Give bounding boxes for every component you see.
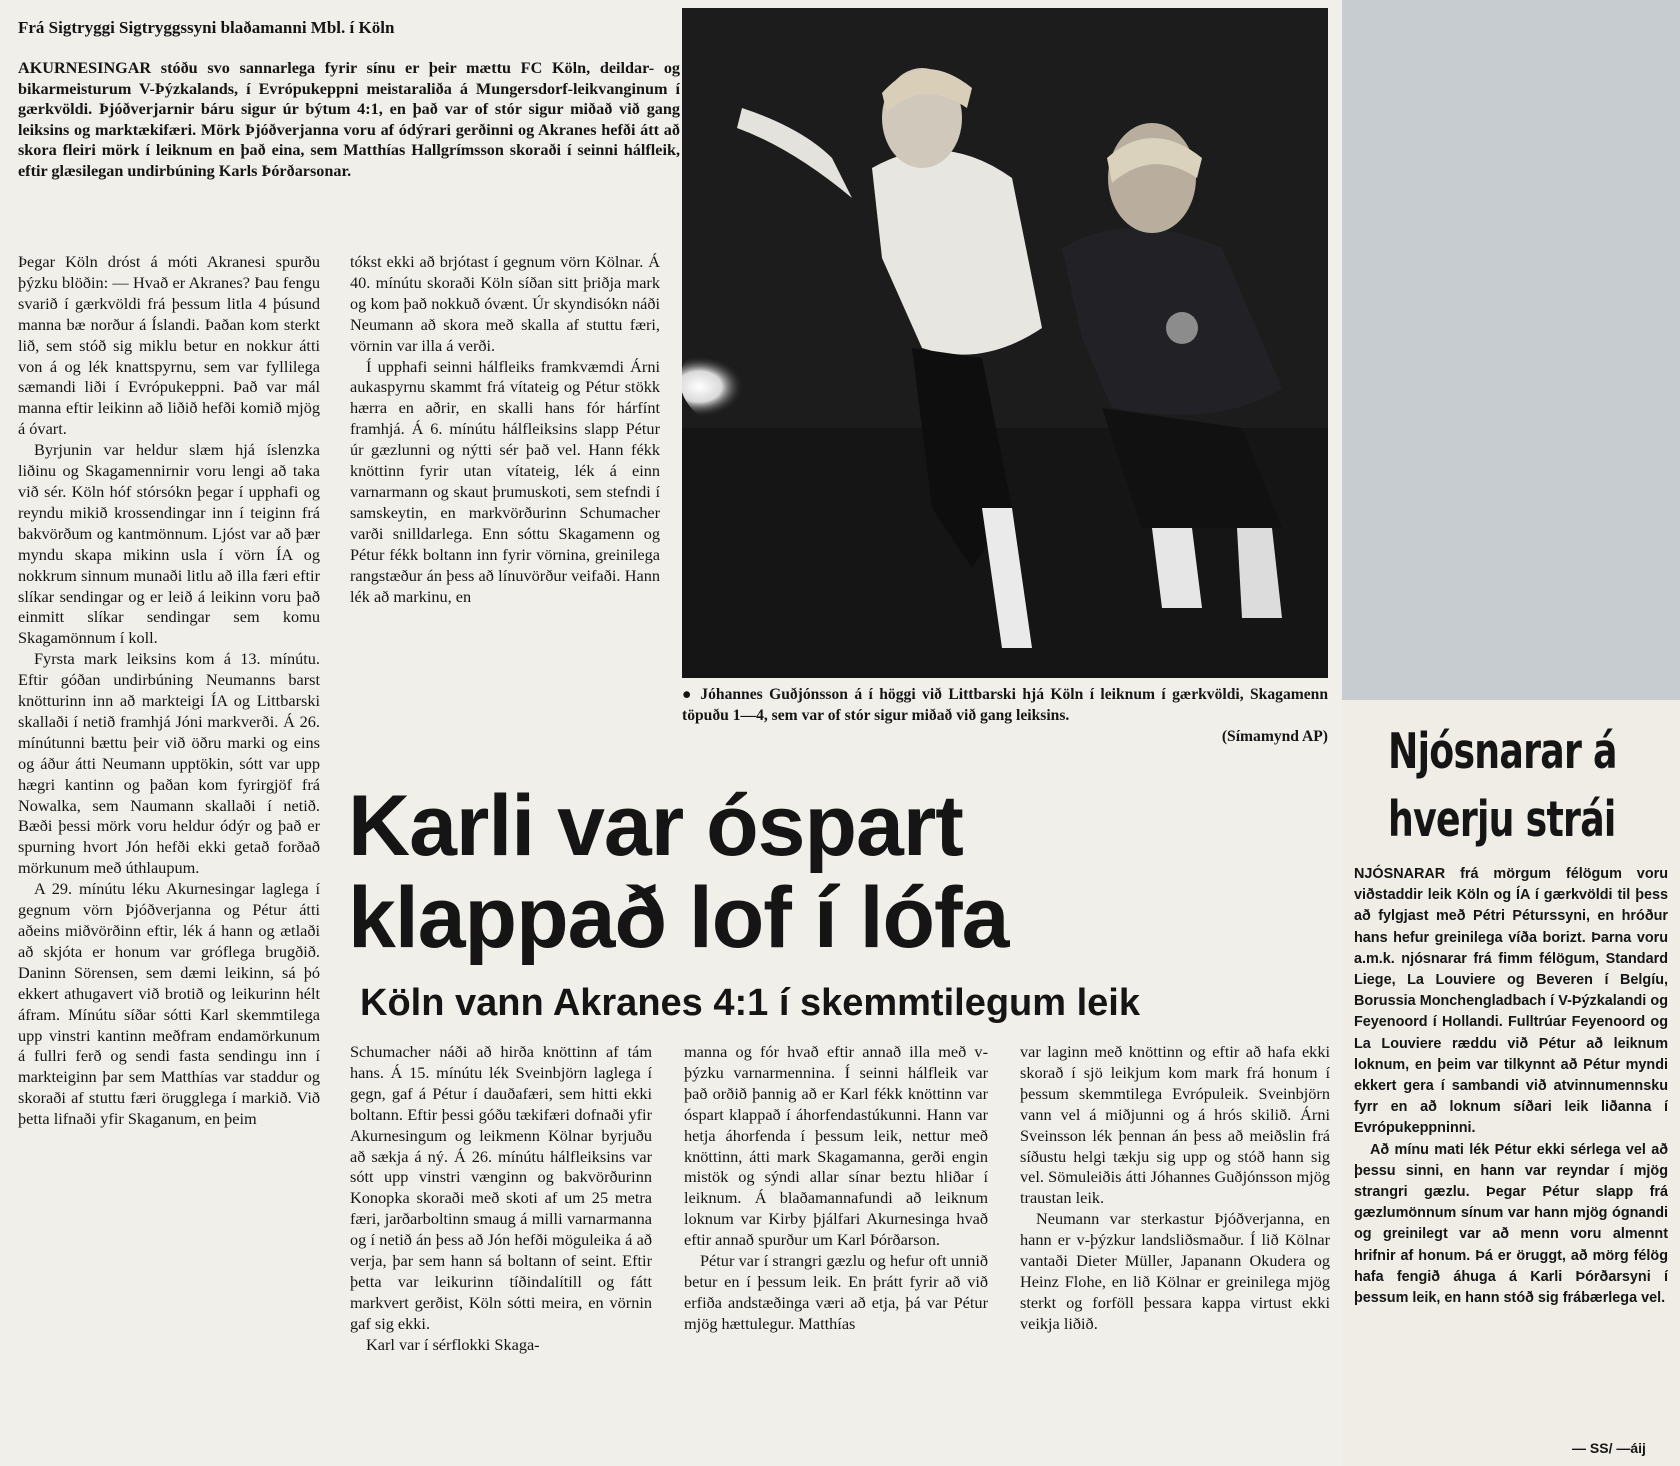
caption-text: ● Jóhannes Guðjónsson á í höggi við Littbarski hjá Köln í leiknum í gærkvöldi, Skagamenn töpuðu 1—4, sem var of stór sigur miðað við gang leiksins. [682,686,1328,724]
byline: Frá Sigtryggi Sigtryggssyni blaðamanni Mbl. í Köln [18,18,395,37]
paragraph: Að mínu mati lék Pétur ekki sérlega vel að þessu sinni, en hann var reyndar í mjög strangri gæzlu. Þegar Pétur slapp frá gæzlumönnum sínum var hann mjög ógnandi og greinilegt var að menn voru almennt hrifnir af honum. Þá er öruggt, að mörg félög hafa fengið áhuga á Karli Þórðarsyni í þessum leik, en hann stóð sig frábærlega vel. [1354,1141,1668,1307]
paragraph: manna og fór hvað eftir annað illa með v-þýzku varnarmennina. Í seinni hálfleik var það orðið þannig að er Karl fékk knöttinn var óspart klappað í áhorfendastúkunni. Hann var hetja áhorfenda í þessum leik, nettur með knöttinn, átti mark Skagamanna, gerði engin mistök og sýndi allar sínar beztu hliðar í leiknum. Á blaðamannafundi að leiknum loknum var Kirby þjálfari Akurnesinga hvað eftir annað spurður um Karl Þórðarson. [684,1042,988,1250]
main-headline [348,780,1338,964]
article-column-4 [684,1042,988,1458]
headline-line-1: Karli var óspart [348,778,963,874]
side-headline-line-1: Njósnarar á [1388,723,1617,780]
ball-blur [682,325,840,435]
article-column-3 [350,1042,652,1458]
photo-credit: (Símamynd AP) [1221,728,1328,745]
paragraph: Neumann var sterkastur Þjóðverjanna, en hann er v-þýzkur landsliðsmaður. Í lið Kölnar vantaði Dieter Müller, Japanann Okudera og Heinz Flohe, en lið Kölnar er greinilega mjög sterkt og forföll þessara kappa virtust ekki veikja liðið. [1020,1209,1330,1333]
paragraph: Schumacher náði að hirða knöttinn af tám hans. Á 15. mínútu lék Sveinbjörn laglega í gegn, gaf á Pétur í dauðafæri, sem hitti ekki boltann. Eftir þessi góðu tækifæri dofnaði yfir Akurnesingum og leikmenn Kölnar byrjuðu að sækja á ný. Á 26. mínútu hálfleiksins var sótt upp vinstri vænginn og bakvörðurinn Konopka skoraði með skoti af um 25 metra færi, jarðarboltinn smaug á milli varnarmanna og í netið án þess að Jón hefði möguleika á að verja, þar sem hann sá boltann of seint. Eftir þetta var leikurinn tíðindalítill og fátt markvert gerðist, Köln sótti meira, en vörnin gaf sig ekki. [350,1042,652,1333]
subheadline: Köln vann Akranes 4:1 í skemmtilegum leik [360,982,1140,1024]
paragraph: Byrjunin var heldur slæm hjá íslenzka liðinu og Skagamennirnir voru lengi að taka við sér. Köln hóf stórsókn þegar í upphafi og reyndu mikið krossendingar inn í teiginn frá bakvörðum og kantmönnum. Ljóst var að þær myndu skapa mikinn usla í vörn ÍA og nokkrum sinnum munaði litlu að illa færi eftir slíkar sendingar og er leið á leikinn voru það einmitt slíkar sendingar sem komu Skagamönnum í koll. [18,440,320,648]
paragraph: A 29. mínútu léku Akurnesingar laglega í gegnum vörn Þjóðverjanna og Pétur átti aðeins miðvörðinn eftir, lék á hann og ætlaði að skjóta er honum var gróflega brugðið. Daninn Sörensen, sem dæmi leikinn, sá þó ekkert athugavert við brotið og leikurinn hélt áfram. Mínútu síðar sótti Karl skemmtilega upp vinstri kantinn meðfram endamörkunum á fullri ferð og sendi fasta sendingu inn í markteiginn þar sem Matthías var staddur og skoraði af stuttu færi örugglega í markið. Við þetta lifnaði yfir Skaganum, en þeim [18,879,320,1129]
paragraph: Fyrsta mark leiksins kom á 13. mínútu. Eftir góðan undirbúning Neumanns barst knötturinn inn að markteigi ÍA og Littbarski skallaði í netið framhjá Jóni markverði. Á 26. mínútunni bættu þeir við öðru marki og eins og áður átti Neumann upptökin, sótt var upp hægri kantinn og þaðan kom fyrirgjöf frá Nowalka, sem Naumann skallaði í netið. Bæði þessi mörk voru heldur ódýr og það er spurning hvort Jón hefði ekki getað forðað mörkunum með úthlaupum. [18,649,320,878]
football-players-photo [682,8,1328,678]
match-photo [682,8,1328,678]
lead-paragraph: AKURNESINGAR stóðu svo sannarlega fyrir sínu er þeir mættu FC Köln, deildar- og bikarmeisturum V-Þýzkalands, í Evrópukeppni meistaraliða á Mungersdorf-leikvanginum í gærkvöldi. Þjóðverjarnir báru sigur úr býtum 4:1, en það var of stór sigur miðað við gang leiksins og marktækifæri. Mörk Þjóðverjanna voru af ódýrari gerðinni og Akranes hefði átt að skora fleiri mörk í leiknum en það eina, sem Matthías Hallgrímsson skoraði í seinni hálfleik, eftir glæsilegan undirbúning Karls Þórðarsonar. [18,59,680,180]
headline-line-2: klappað lof í lófa [348,870,1009,966]
paragraph: Pétur var í strangri gæzlu og hefur oft unnið betur en í þessum leik. En þrátt fyrir að við erfiða andstæðinga væri að etja, þá var Pétur mjög hættulegur. Matthías [684,1251,988,1333]
side-article-body [1354,864,1668,1444]
article-column-1 [18,252,320,1462]
side-headline [1388,718,1617,854]
paragraph: Þegar Köln dróst á móti Akranesi spurðu þýzku blöðin: — Hvað er Akranes? Þau fengu svarið í gærkvöldi frá þessum litla 4 þúsund manna bæ norður á Íslandi. Þaðan kom sterkt lið, sem stóð sig miklu betur en nokkur átti von á og lék knattspyrnu, sem var fyllilega sæmandi liði í Evrópukeppni. Það var mál manna eftir leikinn að liðið hefði komið mjög á óvart. [18,252,320,439]
paragraph: Í upphafi seinni hálfleiks framkvæmdi Árni aukaspyrnu skammt frá vítateig og Pétur stökk hærra en aðrir, en skalli hans fór hárfínt framhjá. Á 6. mínútu hálfleiksins slapp Pétur úr gæzlunni og nýtti sér það vel. Hann fékk knöttinn fyrir utan vítateig, lék á einn varnarmann og skaut þrumuskoti, sem stefndi í samskeytin, en markvörðurinn Schumacher varði snilldarlega. Enn sóttu Skagamenn og Pétur fékk boltann inn fyrir vörnina, greinilega rangstæður án þess að línuvörður veifaði. Hann lék að markinu, en [350,356,660,606]
paragraph: NJÓSNARAR frá mörgum félögum voru viðstaddir leik Köln og ÍA í gærkvöldi til þess að fylgjast með Pétri Péturssyni, en hróður hans hefur greinilega víða borizt. Þarna voru a.m.k. njósnarar frá fimm félögum, Standard Liege, La Louviere og Beveren í Belgíu, Borussia Monchengladbach í V-Þýzkalandi og Feyenoord í Hollandi. Fulltrúar Feyenoord og La Louviere ræddu við Pétur að leiknum loknum, en þeim var tilkynnt að Pétur myndi ekkert gera í sambandi við atvinnumennsku fyrr en að loknum síðari leik liðanna í Evrópukeppninni. [1354,866,1668,1137]
paragraph: tókst ekki að brjótast í gegnum vörn Kölnar. Á 40. mínútu skoraði Köln síðan sitt þriðja mark og kom það nokkuð óvænt. Úr skyndisókn náði Neumann að skora með skalla af stuttu færi, vörnin var illa á verði. [350,252,660,355]
side-headline-line-2: hverju strái [1388,791,1616,848]
photo-caption [682,684,1328,754]
article-column-5 [1020,1042,1330,1458]
paragraph: var laginn með knöttinn og eftir að hafa ekki skorað í sjö leikjum kom mark frá honum í þessum skemmtilega Evrópuleik. Sveinbjörn vann vel á miðjunni og á hrós skilið. Árni Sveinsson lék þennan án þess að meiðslin frá síðustu helgi tækju sig upp og stóð hann sig vel. Sömuleiðis átti Jóhannes Guðjónsson mjög traustan leik. [1020,1042,1330,1208]
author-signature: — SS/ —áij [1572,1440,1646,1456]
paragraph: Karl var í sérflokki Skaga- [366,1334,540,1354]
article-column-2 [350,252,660,752]
